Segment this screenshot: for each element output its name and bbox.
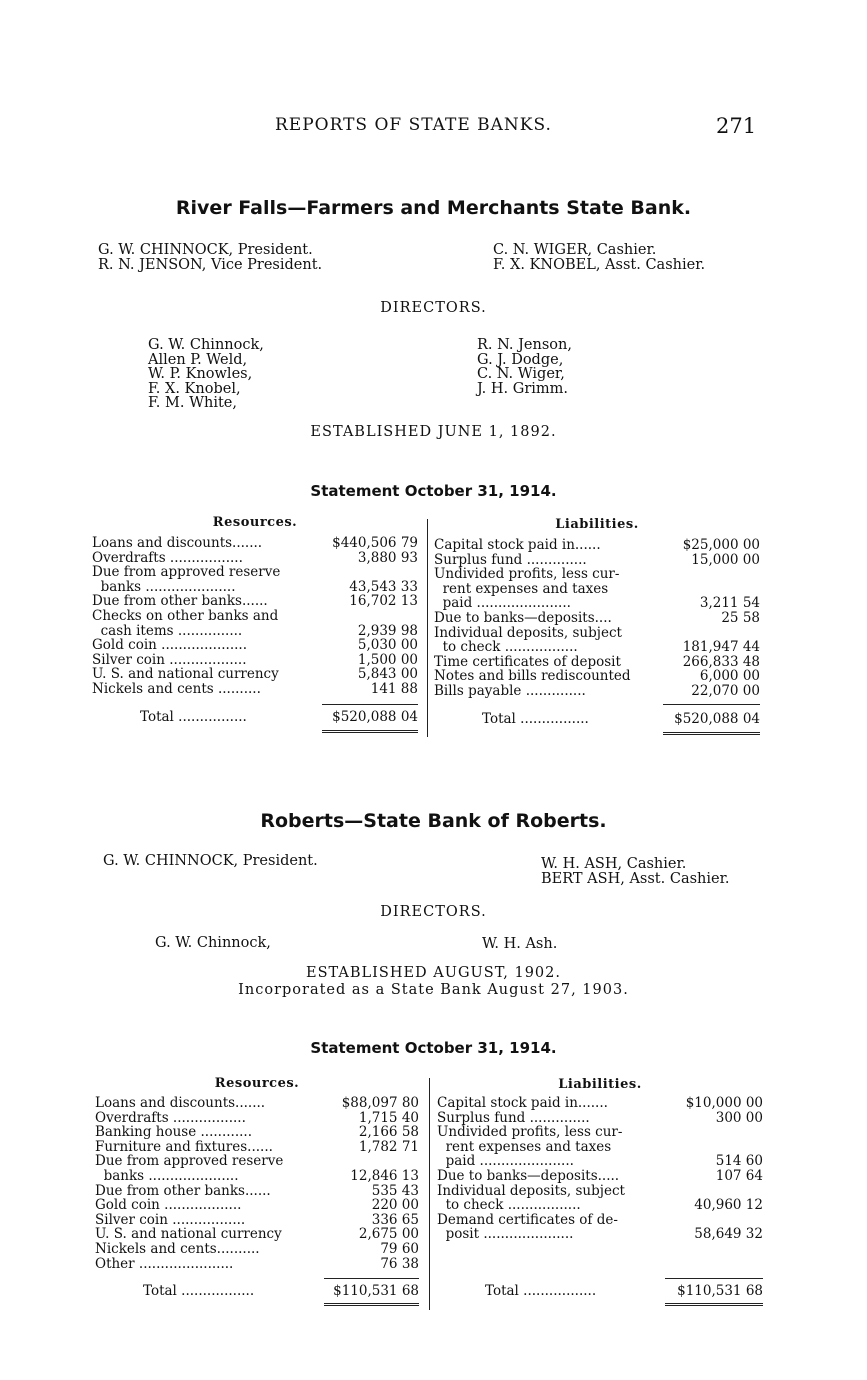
total-rule	[322, 704, 418, 705]
resource-row: U. S. and national currency 5,843 00	[92, 666, 418, 683]
liabilities-list	[437, 1096, 763, 1242]
liability-row: Undivided profits, less cur-	[434, 567, 620, 582]
bank-title: Roberts—State Bank of Roberts.	[260, 810, 607, 832]
total-rule	[663, 704, 760, 705]
officers-right	[541, 857, 730, 887]
double-rule	[322, 730, 418, 733]
liability-row: Bills payable .............. 22,070 00	[434, 682, 760, 699]
total-amount: $520,088 04	[332, 709, 418, 725]
resource-row: Due from approved reserve	[95, 1154, 284, 1169]
liabilities-total	[485, 1284, 763, 1299]
resource-row: Overdrafts ................. 1,715 40	[95, 1109, 419, 1126]
resources-list	[92, 536, 418, 697]
director-name: R. N. Jenson,	[477, 337, 572, 353]
liability-row: posit ..................... 58,649 32	[437, 1226, 763, 1243]
resource-row: Overdrafts ................. 3,880 93	[92, 549, 418, 566]
resource-row: Checks on other banks and	[92, 608, 279, 624]
resource-row: Loans and discounts....... $88,097 80	[95, 1095, 419, 1111]
director-name: G. J. Dodge,	[477, 351, 564, 368]
officer-line: F. X. KNOBEL, Asst. Cashier.	[493, 257, 706, 273]
running-header: REPORTS OF STATE BANKS.	[275, 115, 552, 135]
bank-title: River Falls—Farmers and Merchants State Bank.	[175, 197, 692, 219]
resource-row: cash items ............... 2,939 98	[92, 622, 418, 639]
liability-row: Individual deposits, subject	[437, 1183, 625, 1199]
resources-total	[140, 710, 418, 725]
double-rule	[324, 1303, 419, 1306]
liability-row: Capital stock paid in....... $10,000 00	[437, 1095, 763, 1111]
director-name: Allen P. Weld,	[148, 351, 248, 368]
liabilities-heading: Liabilities.	[558, 1077, 642, 1092]
liability-row: paid ...................... 3,211 54	[434, 595, 760, 612]
total-label: Total ................	[482, 712, 589, 727]
liability-row: Due to banks—deposits..... 107 64	[437, 1167, 763, 1184]
liability-row: Time certificates of deposit 266,833 48	[434, 653, 760, 670]
officers-left	[103, 854, 318, 869]
resource-row: Banking house ............ 2,166 58	[95, 1124, 419, 1141]
total-amount: $110,531 68	[677, 1283, 763, 1299]
incorporated-line: Incorporated as a State Bank August 27, 1903.	[238, 982, 629, 998]
resources-total	[143, 1284, 419, 1299]
total-amount: $520,088 04	[674, 711, 760, 727]
director-name: W. P. Knowles,	[148, 366, 253, 382]
resources-heading: Resources.	[214, 1076, 300, 1091]
officer-line: G. W. CHINNOCK, President.	[103, 853, 318, 869]
resource-row: Gold coin .................... 5,030 00	[92, 637, 418, 654]
liability-row: Surplus fund .............. 300 00	[437, 1109, 763, 1126]
resource-row: Due from other banks...... 535 43	[95, 1182, 419, 1199]
resource-row: Loans and discounts....... $440,506 79	[92, 535, 418, 551]
liabilities-heading: Liabilities.	[555, 517, 639, 532]
director-name: F. X. Knobel,	[148, 380, 241, 397]
directors-left	[148, 338, 264, 411]
liability-row: rent expenses and taxes	[434, 581, 609, 597]
liability-row: Individual deposits, subject	[434, 625, 622, 641]
liability-row: Demand certificates of de-	[437, 1212, 618, 1228]
resource-row: banks ..................... 43,543 33	[92, 578, 418, 595]
resource-row: Due from other banks...... 16,702 13	[92, 593, 418, 610]
director-name: F. M. White,	[148, 395, 237, 411]
liability-row: to check ................. 40,960 12	[437, 1197, 763, 1214]
established-line: ESTABLISHED JUNE 1, 1892.	[310, 424, 557, 440]
directors-heading: DIRECTORS.	[380, 300, 487, 316]
officer-line: C. N. WIGER, Cashier.	[493, 242, 657, 258]
directors-right	[477, 338, 572, 396]
resource-row: Silver coin ................. 336 65	[95, 1211, 419, 1228]
double-rule	[663, 732, 760, 735]
liability-row: Notes and bills rediscounted 6,000 00	[434, 668, 760, 685]
officers-left	[98, 243, 322, 273]
liability-row: Due to banks—deposits.... 25 58	[434, 609, 760, 626]
column-divider	[429, 1078, 430, 1310]
statement-title: Statement October 31, 1914.	[310, 1039, 557, 1057]
officer-line: G. W. CHINNOCK, President.	[98, 242, 313, 258]
resource-row: Nickels and cents .......... 141 88	[92, 680, 418, 697]
resource-row: Due from approved reserve	[92, 565, 281, 580]
resource-row: U. S. and national currency 2,675 00	[95, 1226, 419, 1243]
director-name: W. H. Ash.	[482, 936, 558, 952]
directors-heading: DIRECTORS.	[380, 904, 487, 920]
total-label: Total ................	[140, 710, 247, 725]
resource-row: Other ...................... 76 38	[95, 1255, 419, 1272]
resource-row: Gold coin .................. 220 00	[95, 1197, 419, 1214]
officer-line: BERT ASH, Asst. Cashier.	[541, 871, 730, 887]
resource-row: Furniture and fixtures...... 1,782 71	[95, 1138, 419, 1155]
liability-row: paid ...................... 514 60	[437, 1153, 763, 1170]
directors-right	[482, 937, 557, 952]
total-label: Total .................	[485, 1284, 597, 1299]
resource-row: Silver coin .................. 1,500 00	[92, 651, 418, 668]
liabilities-list	[434, 538, 760, 699]
director-name: C. N. Wiger,	[477, 366, 565, 382]
officer-line: R. N. JENSON, Vice President.	[98, 257, 323, 273]
total-amount: $110,531 68	[333, 1283, 419, 1299]
director-name: J. H. Grimm.	[477, 380, 569, 397]
statement-title: Statement October 31, 1914.	[310, 482, 557, 500]
liability-row: to check ................. 181,947 44	[434, 639, 760, 656]
total-rule	[324, 1278, 419, 1279]
director-name: G. W. Chinnock,	[155, 935, 271, 951]
liability-row: Undivided profits, less cur-	[437, 1125, 623, 1140]
director-name: G. W. Chinnock,	[148, 337, 264, 353]
total-label: Total .................	[143, 1284, 255, 1299]
page-number: 271	[716, 114, 757, 138]
resource-row: banks ..................... 12,846 13	[95, 1167, 419, 1184]
double-rule	[665, 1303, 763, 1306]
officers-right	[493, 243, 705, 273]
liability-row: rent expenses and taxes	[437, 1139, 612, 1155]
resources-list	[95, 1096, 419, 1271]
officer-line: W. H. ASH, Cashier.	[541, 856, 687, 872]
liability-row: Surplus fund .............. 15,000 00	[434, 551, 760, 568]
directors-left	[155, 936, 271, 951]
established-line: ESTABLISHED AUGUST, 1902.	[306, 965, 561, 981]
resource-row: Nickels and cents.......... 79 60	[95, 1240, 419, 1257]
liabilities-total	[482, 712, 760, 727]
liability-row: Capital stock paid in...... $25,000 00	[434, 537, 760, 553]
total-rule	[665, 1278, 763, 1279]
resources-heading: Resources.	[212, 515, 298, 530]
column-divider	[427, 519, 428, 737]
